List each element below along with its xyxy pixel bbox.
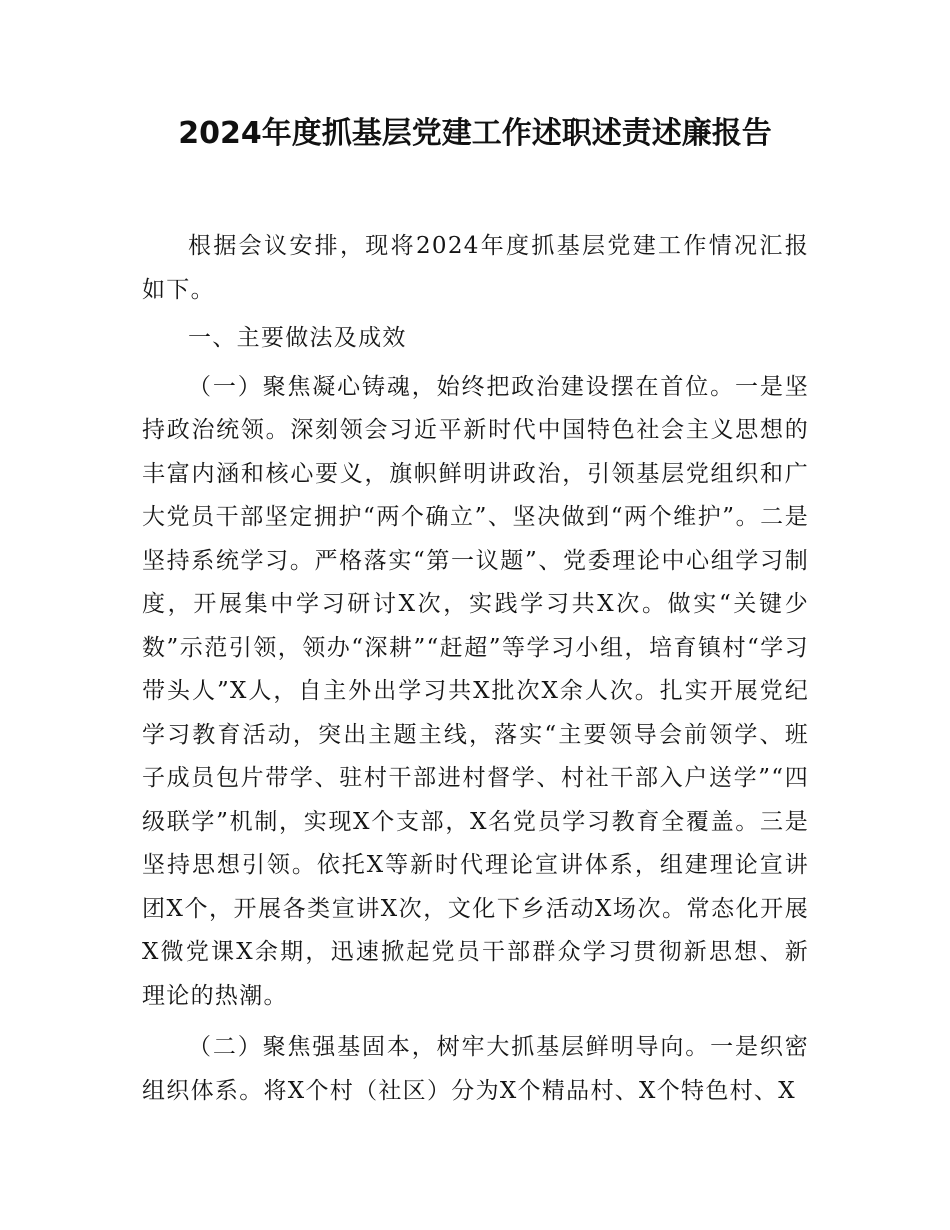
document-title: 2024年度抓基层党建工作述职述责述廉报告 xyxy=(178,116,772,151)
body-paragraph: （二）聚焦强基固本，树牢大抓基层鲜明导向。一是织密组织体系。将X个村（社区）分为X个精品村、X个特色村、X xyxy=(142,1034,809,1104)
intro-paragraph: 根据会议安排，现将2024年度抓基层党建工作情况汇报如下。 xyxy=(142,233,809,303)
body-paragraph: （一）聚焦凝心铸魂，始终把政治建设摆在首位。一是坚持政治统领。深刻领会习近平新时代中国特色社会主义思想的丰富内涵和核心要义，旗帜鲜明讲政治，引领基层党组织和广大党员干部坚定拥护“两个确立”、坚决做到“两个维护”。二是坚持系统学习。严格落实“第一议题”、党委理论中心组学习制度，开展集中学习研讨X次，实践学习共X次。做实“关键少数”示范引领，领办“深耕”“赶超”等学习小组，培育镇村“学习带头人”X人，自主外出学习共X批次X余人次。扎实开展党纪学习教育活动，突出主题主线，落实“主要领导会前领学、班子成员包片带学、驻村干部进村督学、村社干部入户送学”“四级联学”机制，实现X个支部，X名党员学习教育全覆盖。三是坚持思想引领。依托X等新时代理论宣讲体系，组建理论宣讲团X个，开展各类宣讲X次，文化下乡活动X场次。常态化开展X微党课X余期，迅速掀起党员干部群众学习贯彻新思想、新理论的热潮。 xyxy=(142,373,809,1009)
section-heading: 一、主要做法及成效 xyxy=(188,325,407,351)
document-body xyxy=(142,225,809,1113)
